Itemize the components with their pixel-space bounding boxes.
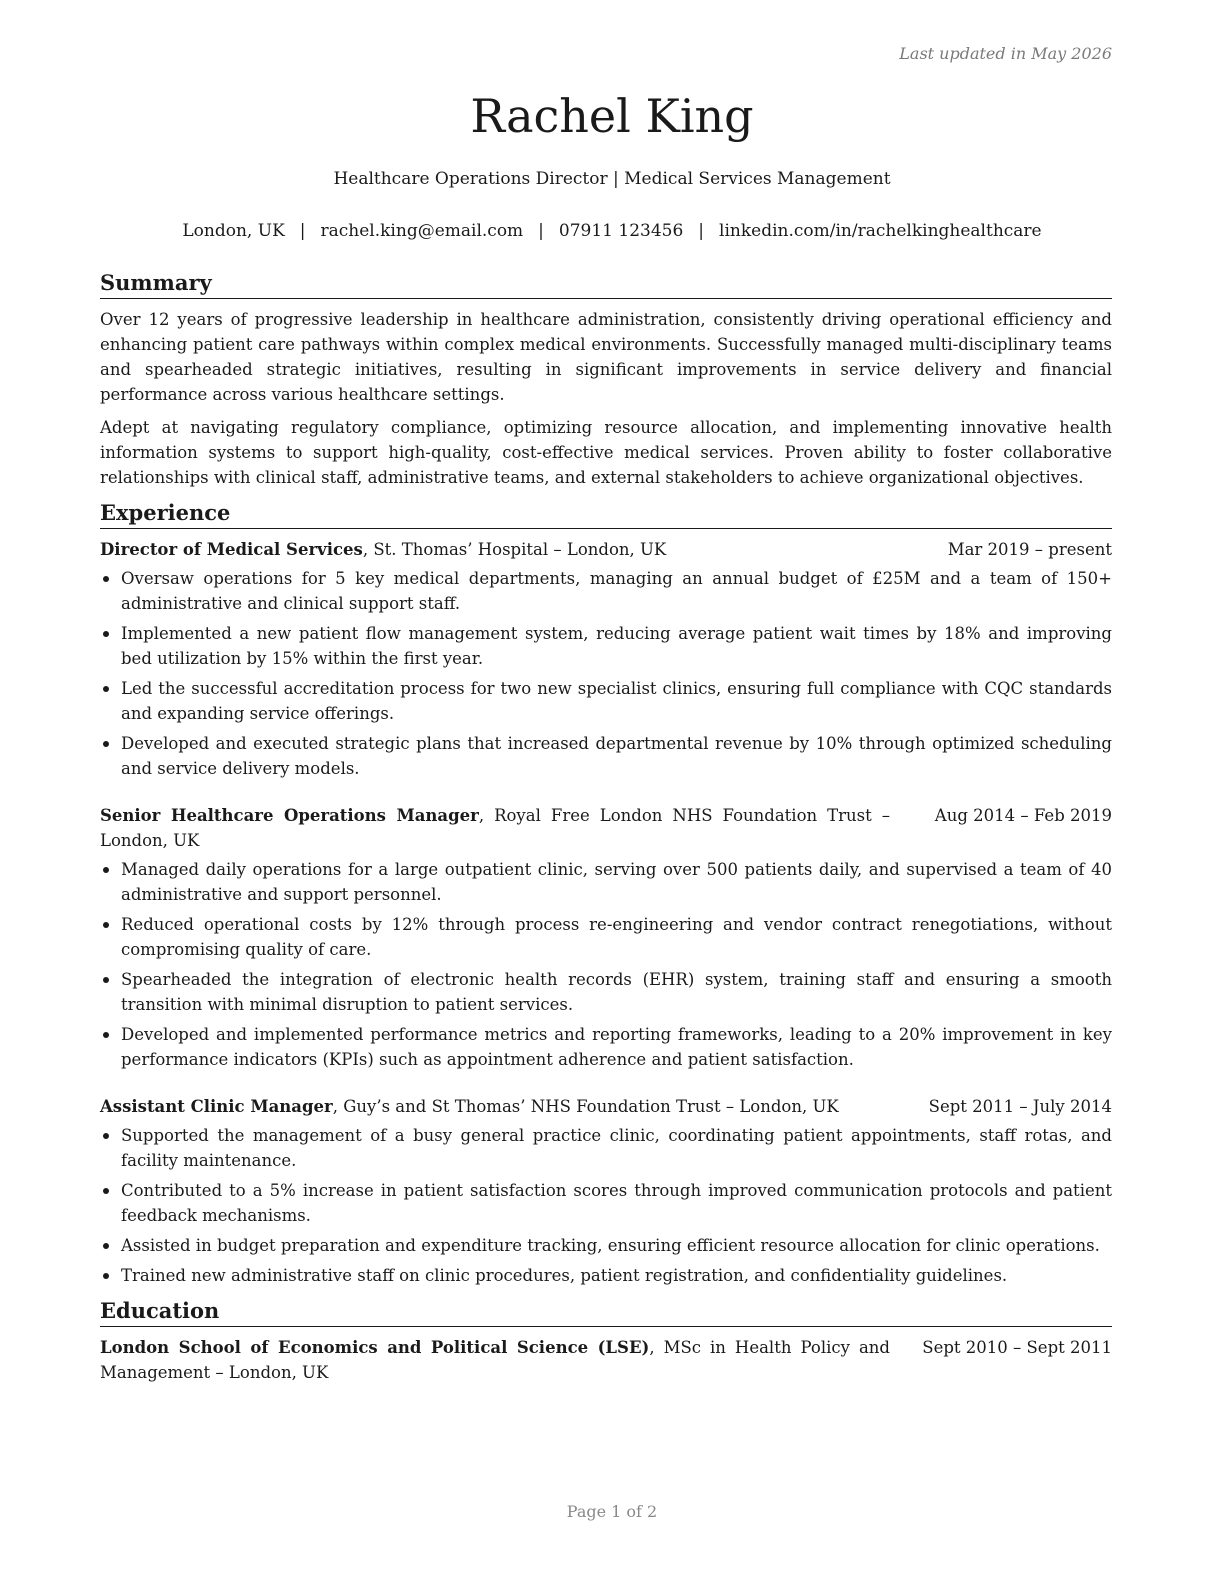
- bullet-text: Led the successful accreditation process for two new specialist clinics, ensuring full compliance with CQC standards and expanding service offerings.: [121, 679, 1112, 723]
- job-bullet: [100, 857, 1112, 907]
- job-bullet: [100, 731, 1112, 781]
- section-title-education: Education: [100, 1296, 1112, 1327]
- job-title-line: [100, 1094, 890, 1119]
- headline: Healthcare Operations Director | Medical Services Management: [333, 169, 891, 189]
- bullet-dot-icon: [103, 576, 109, 582]
- education-title-line: [100, 1335, 890, 1385]
- bullet-dot-icon: [103, 977, 109, 983]
- bullet-dot-icon: [103, 867, 109, 873]
- job-organization: , St. Thomas’ Hospital – London, UK: [362, 540, 667, 559]
- bullet-text: Implemented a new patient flow management system, reducing average patient wait times by 18% and improving bed utilization by 15% within the first year.: [121, 624, 1112, 668]
- bullet-text: Developed and implemented performance metrics and reporting frameworks, leading to a 20% improvement in key performance indicators (KPIs) such as appointment adherence and patient satisfaction.: [121, 1025, 1112, 1069]
- job-bullet: [100, 1263, 1112, 1288]
- contact-phone: 07911 123456: [558, 221, 684, 241]
- education-detail: , MSc in Health Policy and Management – London, UK: [100, 1338, 890, 1382]
- job-bullet: [100, 1233, 1112, 1258]
- job-bullets: [100, 1123, 1112, 1288]
- job-role: Senior Healthcare Operations Manager: [100, 806, 479, 825]
- job-role: Director of Medical Services: [100, 540, 363, 559]
- summary-section: [100, 268, 1112, 490]
- job-bullets: [100, 857, 1112, 1072]
- job-bullet: [100, 912, 1112, 962]
- job-bullets: [100, 566, 1112, 781]
- resume-body: [100, 268, 1112, 1393]
- contact-separator: |: [698, 221, 705, 241]
- bullet-dot-icon: [103, 1273, 109, 1279]
- section-title-experience: Experience: [100, 498, 1112, 529]
- job-organization: , Royal Free London NHS Foundation Trust – London, UK: [100, 806, 891, 850]
- summary-paragraph: Over 12 years of progressive leadership in healthcare administration, consistently driving operational efficiency and enhancing patient care pathways within complex medical environments. Successfully managed multi-disciplinary teams and spearheaded strategic initiatives, resulting in significant improvements in service delivery and financial performance across various healthcare settings.: [100, 310, 1112, 404]
- contact-linkedin[interactable]: linkedin.com/in/rachelkinghealthcare: [719, 221, 1042, 241]
- bullet-text: Contributed to a 5% increase in patient satisfaction scores through improved communication protocols and patient feedback mechanisms.: [121, 1181, 1112, 1225]
- bullet-dot-icon: [103, 1032, 109, 1038]
- bullet-dot-icon: [103, 1133, 109, 1139]
- education-entry: [100, 1335, 1112, 1385]
- bullet-text: Reduced operational costs by 12% through process re-engineering and vendor contract renegotiations, without compromising quality of care.: [121, 915, 1112, 959]
- education-section: [100, 1296, 1112, 1385]
- last-updated-note: Last updated in May 2026: [899, 44, 1112, 63]
- job-bullet: [100, 566, 1112, 616]
- bullet-dot-icon: [103, 1243, 109, 1249]
- bullet-text: Trained new administrative staff on clinic procedures, patient registration, and confidentiality guidelines.: [121, 1266, 1008, 1285]
- job-dates: Aug 2014 – Feb 2019: [934, 806, 1112, 825]
- bullet-text: Developed and executed strategic plans that increased departmental revenue by 10% through optimized scheduling and service delivery models.: [121, 734, 1112, 778]
- bullet-text: Supported the management of a busy general practice clinic, coordinating patient appointments, staff rotas, and facility maintenance.: [121, 1126, 1112, 1170]
- job-header: [100, 803, 1112, 853]
- job-bullet: [100, 1178, 1112, 1228]
- education-school: London School of Economics and Political Science (LSE): [100, 1338, 650, 1357]
- job-dates: Mar 2019 – present: [947, 540, 1112, 559]
- job-title-line: [100, 537, 890, 562]
- job-header: [100, 1094, 1112, 1119]
- section-title-summary: Summary: [100, 268, 1112, 299]
- bullet-dot-icon: [103, 922, 109, 928]
- education-dates: Sept 2010 – Sept 2011: [922, 1338, 1112, 1357]
- contact-separator: |: [538, 221, 544, 241]
- job-dates: Sept 2011 – July 2014: [928, 1097, 1112, 1116]
- bullet-dot-icon: [103, 686, 109, 692]
- job-bullet: [100, 1123, 1112, 1173]
- bullet-dot-icon: [103, 741, 109, 747]
- job-entry: [100, 803, 1112, 1072]
- job-bullet: [100, 621, 1112, 671]
- bullet-text: Spearheaded the integration of electronic health records (EHR) system, training staff and ensuring a smooth transition with minimal disruption to patient services.: [121, 970, 1112, 1014]
- job-bullet: [100, 1022, 1112, 1072]
- bullet-text: Oversaw operations for 5 key medical departments, managing an annual budget of £25M and a team of 150+ administrative and clinical support staff.: [121, 569, 1112, 613]
- job-entry: [100, 537, 1112, 781]
- contact-email[interactable]: rachel.king@email.com: [320, 221, 524, 241]
- job-bullet: [100, 676, 1112, 726]
- bullet-text: Assisted in budget preparation and expenditure tracking, ensuring efficient resource allocation for clinic operations.: [121, 1236, 1100, 1255]
- contact-line: [0, 218, 1224, 244]
- summary-paragraph: Adept at navigating regulatory compliance, optimizing resource allocation, and implementing innovative health information systems to support high-quality, cost-effective medical services. Proven ability to foster collaborative relationships with clinical staff, administrative teams, and external stakeholders to achieve organizational objectives.: [100, 418, 1112, 487]
- experience-section: [100, 498, 1112, 1288]
- bullet-dot-icon: [103, 631, 109, 637]
- page-number: Page 1 of 2: [566, 1502, 658, 1521]
- bullet-text: Managed daily operations for a large outpatient clinic, serving over 500 patients daily, and supervised a team of 40 administrative and support personnel.: [121, 860, 1112, 904]
- job-entry: [100, 1094, 1112, 1288]
- candidate-name: Rachel King: [470, 89, 754, 143]
- job-title-line: [100, 803, 890, 853]
- contact-separator: |: [299, 221, 306, 241]
- education-header: [100, 1335, 1112, 1385]
- job-role: Assistant Clinic Manager: [100, 1097, 333, 1116]
- bullet-dot-icon: [103, 1188, 109, 1194]
- contact-location: London, UK: [182, 221, 285, 241]
- job-bullet: [100, 967, 1112, 1017]
- job-header: [100, 537, 1112, 562]
- job-organization: , Guy’s and St Thomas’ NHS Foundation Trust – London, UK: [332, 1097, 839, 1116]
